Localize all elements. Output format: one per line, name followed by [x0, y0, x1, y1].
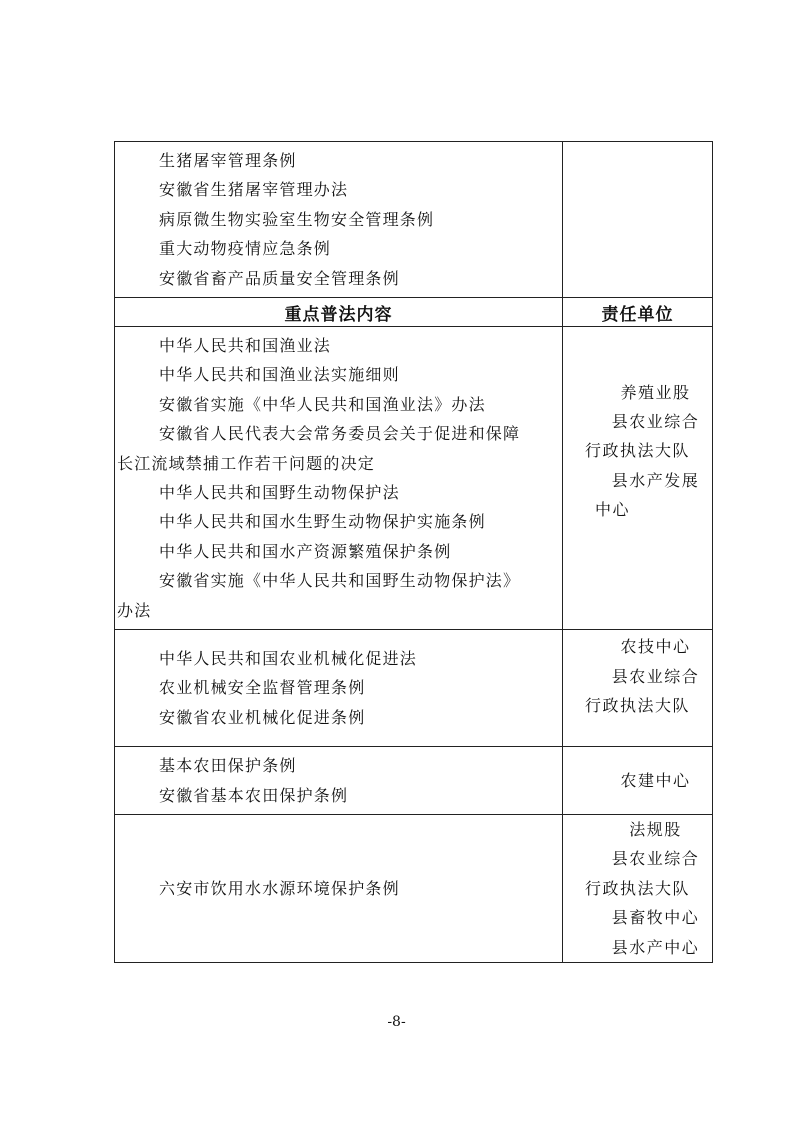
law-item: 中华人民共和国水产资源繁殖保护条例	[159, 541, 452, 561]
content-cell	[115, 814, 563, 962]
content-cell	[115, 747, 563, 815]
law-item: 病原微生物实验室生物安全管理条例	[159, 209, 435, 229]
law-item: 中华人民共和国渔业法	[159, 336, 332, 356]
unit-cell	[563, 747, 713, 815]
table-header-row	[115, 298, 713, 327]
header-content: 重点普法内容	[115, 298, 563, 327]
law-item: 安徽省实施《中华人民共和国野生动物保护法》	[159, 571, 521, 591]
law-item: 中华人民共和国农业机械化促进法	[159, 648, 418, 668]
table-row	[115, 630, 713, 747]
unit-line: 养殖业股	[620, 382, 691, 402]
unit-line: 农建中心	[620, 770, 691, 790]
law-table	[114, 141, 713, 963]
law-item: 安徽省生猪屠宰管理办法	[159, 180, 349, 200]
law-item: 中华人民共和国野生动物保护法	[159, 483, 400, 503]
law-item: 基本农田保护条例	[159, 756, 297, 776]
unit-cell	[563, 142, 713, 298]
unit-line: 中心	[595, 500, 631, 520]
law-item-continued: 长江流域禁捕工作若干问题的决定	[117, 453, 376, 473]
law-item: 中华人民共和国渔业法实施细则	[159, 365, 400, 385]
table-row	[115, 814, 713, 962]
unit-cell	[563, 630, 713, 747]
law-item: 中华人民共和国水生野生动物保护实施条例	[159, 512, 486, 532]
table-row	[115, 747, 713, 815]
unit-line: 法规股	[629, 819, 682, 839]
content-cell	[115, 327, 563, 630]
unit-cell	[563, 814, 713, 962]
law-item: 安徽省人民代表大会常务委员会关于促进和保障	[159, 424, 521, 444]
unit-line: 县农业综合	[611, 849, 700, 869]
law-item: 农业机械安全监督管理条例	[159, 678, 366, 698]
law-item: 重大动物疫情应急条例	[159, 239, 332, 259]
table-row	[115, 142, 713, 298]
unit-cell	[563, 327, 713, 630]
unit-line: 县农业综合	[611, 666, 700, 686]
law-item: 六安市饮用水水源环境保护条例	[159, 878, 400, 898]
law-item-continued: 办法	[117, 600, 152, 620]
law-item: 安徽省畜产品质量安全管理条例	[159, 268, 400, 288]
unit-line: 农技中心	[620, 637, 691, 657]
content-cell	[115, 630, 563, 747]
page-number: -8-	[387, 1014, 406, 1030]
content-cell	[115, 142, 563, 298]
unit-line: 县水产中心	[611, 937, 700, 957]
table-row	[115, 327, 713, 630]
header-unit: 责任单位	[563, 298, 713, 327]
law-item: 安徽省基本农田保护条例	[159, 785, 349, 805]
law-item: 生猪屠宰管理条例	[159, 151, 297, 170]
unit-line: 行政执法大队	[584, 695, 690, 715]
unit-line: 县畜牧中心	[611, 908, 700, 928]
unit-line: 行政执法大队	[584, 878, 690, 898]
law-item: 安徽省实施《中华人民共和国渔业法》办法	[159, 394, 486, 414]
unit-line: 县水产发展	[611, 470, 700, 490]
unit-line: 行政执法大队	[584, 441, 690, 461]
law-item: 安徽省农业机械化促进条例	[159, 707, 366, 727]
unit-line: 县农业综合	[611, 411, 700, 431]
